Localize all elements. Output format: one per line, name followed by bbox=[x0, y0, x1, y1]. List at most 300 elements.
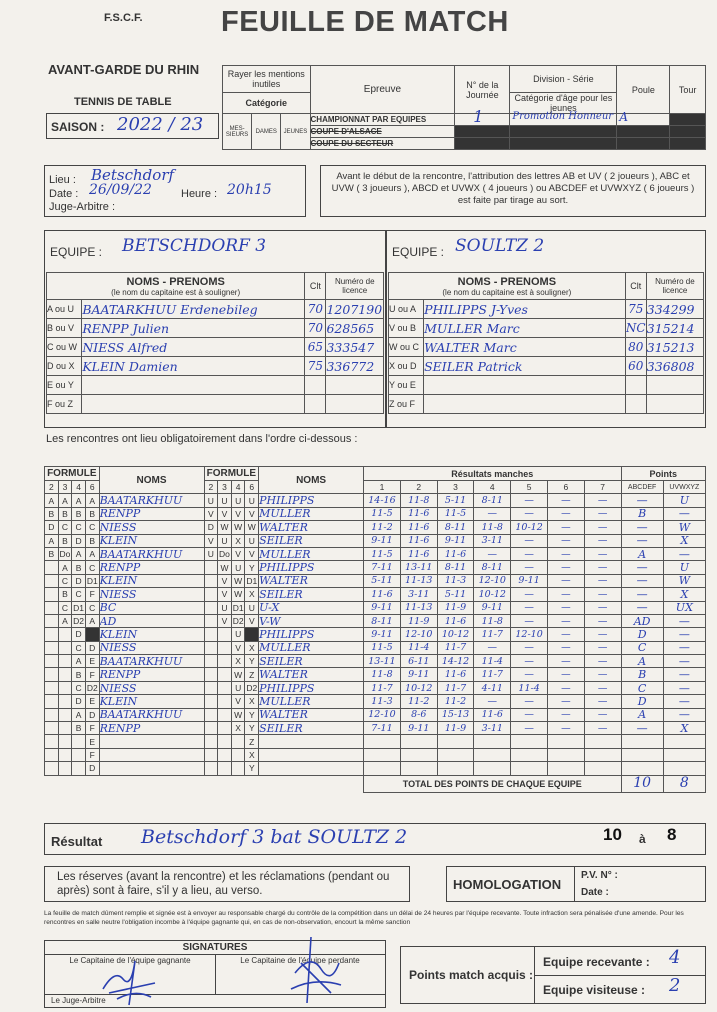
points-away: X bbox=[680, 534, 689, 548]
player-licence: 1207190 bbox=[326, 301, 383, 317]
away-player: PHILIPPS bbox=[259, 681, 315, 695]
journee-header: N° de la Journée bbox=[455, 66, 510, 114]
set-score-cell bbox=[364, 695, 401, 708]
formule-cell bbox=[204, 735, 218, 748]
formule-cell bbox=[72, 748, 86, 761]
player-row bbox=[47, 319, 384, 338]
player-licence: 334299 bbox=[646, 301, 695, 317]
set-score-cell bbox=[437, 507, 474, 520]
points-away-cell bbox=[663, 628, 705, 641]
set-score: 6-11 bbox=[408, 655, 430, 667]
poule-value: A bbox=[619, 110, 629, 124]
set-score-cell bbox=[511, 588, 548, 601]
set-score-cell bbox=[437, 695, 474, 708]
player-clt-cell bbox=[625, 319, 646, 338]
points-home: D bbox=[637, 627, 647, 641]
set-score-cell bbox=[547, 628, 584, 641]
formule-cell: X bbox=[245, 748, 259, 761]
set-score: — bbox=[597, 535, 608, 547]
set-score-cell bbox=[364, 561, 401, 574]
formule-cell bbox=[204, 561, 218, 574]
player-row bbox=[389, 357, 704, 376]
set-score: 5-11 bbox=[444, 588, 467, 600]
formule-cell: V bbox=[218, 588, 232, 601]
set-score-cell bbox=[364, 762, 401, 775]
player-clt-cell bbox=[625, 395, 646, 414]
season-value: 2022 / 23 bbox=[117, 114, 204, 135]
formule-cell: C bbox=[72, 521, 86, 534]
points-home-cell bbox=[621, 748, 663, 761]
set-score: 11-9 bbox=[444, 722, 467, 734]
formule-cell: X bbox=[231, 722, 245, 735]
set-score: — bbox=[561, 495, 571, 507]
formule-cell: D2 bbox=[246, 683, 258, 694]
formule-cell: W bbox=[218, 521, 232, 534]
match-row bbox=[45, 494, 706, 507]
home-player-cell bbox=[99, 681, 204, 694]
player-licence-cell bbox=[646, 338, 703, 357]
formule-cell: F bbox=[85, 588, 99, 601]
formule-cell: D bbox=[45, 521, 59, 534]
points-away-cell bbox=[663, 561, 705, 574]
set-score-cell bbox=[437, 708, 474, 721]
set-score: — bbox=[597, 495, 608, 507]
set-score: 11-13 bbox=[405, 575, 433, 587]
journee-cell bbox=[455, 107, 510, 126]
categorie-age-header: Catégorie d'âge pour les jeunes bbox=[510, 93, 617, 114]
away-player: MULLER bbox=[259, 507, 311, 521]
points-away: — bbox=[678, 694, 690, 708]
set-score: 11-5 bbox=[371, 548, 393, 560]
set-score-cell bbox=[547, 547, 584, 560]
away-player: WALTER bbox=[259, 668, 308, 682]
formule-cell bbox=[204, 574, 218, 587]
jeunes-option[interactable]: JEUNES bbox=[281, 114, 310, 150]
set-score: — bbox=[487, 548, 498, 560]
points-home: A bbox=[638, 547, 647, 561]
formule-cell: B bbox=[58, 534, 72, 547]
formule-cell bbox=[204, 722, 218, 735]
home-player: BC bbox=[99, 601, 117, 615]
home-player-cell bbox=[99, 628, 204, 641]
formule-header: FORMULE bbox=[45, 467, 100, 481]
set-score: 12-10 bbox=[515, 628, 543, 640]
dark-cell bbox=[617, 138, 670, 150]
set-score-cell bbox=[511, 722, 548, 735]
fine-print: La feuille de match dûment remplie et signée est à envoyer au responsable chargé du contrôle de la compétition dans un délai de 24 heures par l'équipe recevante. Toute infraction sera pénalisée d'une amende. Pour les rencontres en salle neutre l'obligation incombe à l'équipe gagnante qui, en cas de non-observation, encourt la même sanction bbox=[44, 910, 684, 926]
player-clt: 75 bbox=[628, 302, 644, 316]
formule-cell bbox=[58, 722, 72, 735]
points-home: — bbox=[636, 520, 648, 534]
set-score: 7-11 bbox=[371, 562, 393, 574]
points-away-cell bbox=[663, 614, 705, 627]
formule-cell bbox=[218, 641, 232, 654]
player-slot: U ou A bbox=[389, 300, 424, 319]
player-clt-cell bbox=[305, 319, 326, 338]
set-score: 10-12 bbox=[478, 588, 506, 600]
player-licence-cell bbox=[326, 376, 384, 395]
sig-loser-label: Le Capitaine de l'équipe perdante bbox=[240, 956, 360, 965]
set-score: 3-11 bbox=[481, 535, 503, 547]
points-away-cell bbox=[663, 494, 705, 507]
set-score-cell bbox=[547, 574, 584, 587]
set-score: 5-11 bbox=[444, 495, 467, 507]
points-home-cell bbox=[621, 628, 663, 641]
match-row bbox=[45, 561, 706, 574]
set-score: 11-8 bbox=[408, 495, 430, 507]
home-player-cell bbox=[99, 521, 204, 534]
set-score-cell bbox=[437, 614, 474, 627]
order-note: Les rencontres ont lieu obligatoirement dans l'ordre ci-dessous : bbox=[46, 433, 358, 445]
set-score: — bbox=[561, 722, 571, 734]
noms-prenoms-label: NOMS - PRENOMS bbox=[126, 275, 225, 288]
formule-cell: A bbox=[45, 534, 59, 547]
player-row bbox=[389, 319, 704, 338]
set-score: — bbox=[561, 562, 571, 574]
set-score: — bbox=[597, 695, 608, 707]
formule-cell bbox=[45, 748, 59, 761]
set-score: 4-11 bbox=[481, 682, 503, 694]
formule-cell bbox=[218, 681, 232, 694]
set-score: 11-2 bbox=[444, 695, 467, 707]
player-row bbox=[47, 395, 384, 414]
set-score-cell bbox=[437, 494, 474, 507]
formule-cell: X bbox=[245, 588, 259, 601]
points-away-cell bbox=[663, 668, 705, 681]
points-home-cell bbox=[621, 507, 663, 520]
formule-cell bbox=[204, 641, 218, 654]
formule-cell bbox=[218, 628, 232, 641]
points-header: Points bbox=[621, 467, 705, 481]
player-licence-cell bbox=[326, 357, 384, 376]
set-score-cell bbox=[400, 534, 437, 547]
formule-cell: D1 bbox=[232, 602, 244, 613]
formule-cell: C bbox=[72, 641, 86, 654]
points-away-cell bbox=[663, 655, 705, 668]
set-score-cell bbox=[584, 668, 621, 681]
set-score: 8-11 bbox=[444, 521, 467, 533]
venue-box bbox=[44, 165, 306, 217]
away-player-cell bbox=[259, 628, 364, 641]
set-score-cell bbox=[511, 655, 548, 668]
players-header bbox=[389, 273, 626, 300]
set-score: — bbox=[597, 722, 608, 734]
player-clt-cell bbox=[305, 357, 326, 376]
formule-cell bbox=[45, 655, 59, 668]
player-name-cell bbox=[82, 319, 305, 338]
manche-col: 7 bbox=[584, 481, 621, 494]
points-away-cell bbox=[663, 695, 705, 708]
set-score: — bbox=[561, 615, 571, 627]
set-score: 11-8 bbox=[371, 669, 393, 681]
formule-cell: Y bbox=[245, 655, 259, 668]
formule-cell bbox=[58, 668, 72, 681]
formule-cell bbox=[218, 708, 232, 721]
formule-col: 2 bbox=[45, 481, 59, 494]
set-score-cell bbox=[474, 574, 511, 587]
set-score: — bbox=[597, 508, 608, 520]
points-away: X bbox=[680, 587, 689, 601]
set-score-cell bbox=[364, 494, 401, 507]
formule-col: 3 bbox=[218, 481, 232, 494]
dark-cell bbox=[670, 138, 706, 150]
points-away: UX bbox=[675, 601, 693, 615]
set-score-cell bbox=[400, 601, 437, 614]
set-score: 13-11 bbox=[368, 655, 396, 667]
formule-cell bbox=[204, 708, 218, 721]
player-row bbox=[389, 376, 704, 395]
player-slot: W ou C bbox=[389, 338, 424, 357]
points-away-cell bbox=[663, 641, 705, 654]
dark-cell bbox=[670, 126, 706, 138]
set-score: — bbox=[561, 521, 571, 533]
away-player-cell bbox=[259, 588, 364, 601]
formule-cell: A bbox=[58, 494, 72, 507]
formule-cell bbox=[45, 588, 59, 601]
set-score-cell bbox=[547, 762, 584, 775]
formule-cell: Z bbox=[245, 668, 259, 681]
dames-option[interactable] bbox=[252, 114, 281, 150]
sig-winner-label: Le Capitaine de l'équipe gagnante bbox=[69, 956, 191, 965]
set-score: 8-11 bbox=[371, 615, 393, 627]
match-row bbox=[45, 547, 706, 560]
division-header: Division - Série bbox=[510, 66, 617, 93]
set-score: 15-13 bbox=[441, 709, 470, 721]
clt-header: Clt bbox=[305, 273, 326, 300]
player-licence-cell bbox=[326, 395, 384, 414]
set-score-cell bbox=[364, 735, 401, 748]
points-home-cell bbox=[621, 708, 663, 721]
home-player: BAATARKHUU bbox=[99, 494, 183, 508]
formule-cell: X bbox=[245, 641, 259, 654]
set-score: — bbox=[524, 615, 534, 627]
set-score-cell bbox=[364, 641, 401, 654]
set-score-cell bbox=[364, 547, 401, 560]
manche-col: 3 bbox=[437, 481, 474, 494]
result-box bbox=[44, 823, 706, 855]
set-score: 9-11 bbox=[518, 575, 540, 587]
set-score: 11-13 bbox=[405, 602, 433, 614]
player-clt-cell bbox=[305, 338, 326, 357]
formule-cell: U bbox=[204, 547, 218, 560]
match-row bbox=[45, 507, 706, 520]
match-row bbox=[45, 668, 706, 681]
set-score-cell bbox=[437, 561, 474, 574]
formule-cell bbox=[45, 561, 59, 574]
set-score: 14-16 bbox=[368, 495, 396, 507]
set-score-cell bbox=[511, 668, 548, 681]
poule-cell bbox=[617, 110, 670, 126]
set-score-cell bbox=[364, 574, 401, 587]
formule-cell: B bbox=[72, 668, 86, 681]
player-licence-cell bbox=[326, 300, 384, 319]
player-slot: E ou Y bbox=[47, 376, 82, 395]
formule-cell: V bbox=[231, 695, 245, 708]
set-score: — bbox=[561, 628, 571, 640]
points-away-cell bbox=[663, 681, 705, 694]
dark-cell bbox=[510, 126, 617, 138]
player-slot: Z ou F bbox=[389, 395, 424, 414]
formule-cell: Y bbox=[245, 708, 259, 721]
formule-col: 4 bbox=[231, 481, 245, 494]
set-score-cell bbox=[364, 588, 401, 601]
points-away-cell bbox=[663, 735, 705, 748]
set-score-cell bbox=[547, 534, 584, 547]
points-home-cell bbox=[621, 601, 663, 614]
set-score-cell bbox=[511, 641, 548, 654]
points-away-cell bbox=[663, 588, 705, 601]
set-score: — bbox=[597, 562, 608, 574]
home-player: BAATARKHUU bbox=[99, 547, 183, 561]
set-score-cell bbox=[584, 722, 621, 735]
points-match-label: Points match acquis : bbox=[409, 968, 534, 982]
set-score: 9-11 bbox=[481, 602, 503, 614]
formule-cell: V bbox=[231, 641, 245, 654]
formule-cell: E bbox=[85, 655, 99, 668]
formule-cell bbox=[58, 681, 72, 694]
set-score: 12-10 bbox=[405, 628, 433, 640]
set-score: 11-6 bbox=[408, 508, 430, 520]
formule-col: 4 bbox=[72, 481, 86, 494]
date-label: Date : bbox=[49, 188, 79, 200]
set-score: — bbox=[561, 588, 571, 600]
team-away-value: SOULTZ 2 bbox=[455, 236, 545, 256]
set-score-cell bbox=[474, 762, 511, 775]
set-score-cell bbox=[584, 614, 621, 627]
points-home: — bbox=[636, 587, 648, 601]
player-slot: A ou U bbox=[47, 300, 82, 319]
home-player-cell bbox=[99, 748, 204, 761]
licence-header: Numéro de licence bbox=[326, 273, 384, 300]
set-score: 11-6 bbox=[408, 548, 430, 560]
home-player: KLEIN bbox=[99, 694, 138, 708]
set-score-cell bbox=[400, 521, 437, 534]
set-score-cell bbox=[474, 588, 511, 601]
set-score-cell bbox=[400, 722, 437, 735]
formule-cell bbox=[58, 641, 72, 654]
dark-cell bbox=[510, 138, 617, 150]
formule-cell bbox=[204, 601, 218, 614]
points-away: — bbox=[678, 614, 690, 628]
home-player-cell bbox=[99, 507, 204, 520]
away-player: SEILER bbox=[259, 534, 303, 548]
formule-cell bbox=[204, 628, 218, 641]
lieu-value: Betschdorf bbox=[91, 166, 175, 184]
home-player-cell bbox=[99, 588, 204, 601]
points-away: U bbox=[679, 561, 689, 575]
away-player-cell bbox=[259, 521, 364, 534]
points-home-cell bbox=[621, 695, 663, 708]
home-player: NIESS bbox=[99, 681, 137, 695]
set-score-cell bbox=[511, 628, 548, 641]
player-slot: F ou Z bbox=[47, 395, 82, 414]
set-score-cell bbox=[584, 534, 621, 547]
set-score-cell bbox=[547, 494, 584, 507]
formule-cell bbox=[58, 655, 72, 668]
set-score-cell bbox=[437, 588, 474, 601]
set-score-cell bbox=[511, 735, 548, 748]
player-clt-cell bbox=[625, 376, 646, 395]
set-score: — bbox=[487, 642, 498, 654]
points-home: — bbox=[636, 494, 648, 508]
player-clt: 80 bbox=[628, 340, 644, 354]
set-score: — bbox=[597, 521, 608, 533]
formule-cell: B bbox=[72, 561, 86, 574]
results-grid bbox=[44, 466, 706, 793]
total-away-cell bbox=[663, 775, 705, 792]
player-slot: V ou B bbox=[389, 319, 424, 338]
formule-cell bbox=[204, 655, 218, 668]
points-home: — bbox=[636, 721, 648, 735]
formule-cell: D bbox=[72, 574, 86, 587]
set-score: — bbox=[597, 548, 608, 560]
set-score: — bbox=[524, 588, 534, 600]
set-score-cell bbox=[584, 547, 621, 560]
set-score-cell bbox=[511, 574, 548, 587]
player-licence-cell bbox=[646, 319, 703, 338]
match-row bbox=[45, 628, 706, 641]
formule-cell bbox=[58, 695, 72, 708]
set-score-cell bbox=[437, 668, 474, 681]
result-label: Résultat bbox=[51, 834, 103, 849]
set-score-cell bbox=[474, 748, 511, 761]
total-away: 8 bbox=[679, 775, 689, 792]
match-row bbox=[45, 601, 706, 614]
set-score-cell bbox=[364, 708, 401, 721]
division-cell bbox=[510, 111, 617, 126]
formule-cell: F bbox=[85, 748, 99, 761]
home-player: NIESS bbox=[99, 520, 137, 534]
set-score: 11-8 bbox=[481, 521, 503, 533]
player-name: KLEIN Damien bbox=[82, 358, 178, 374]
formule-cell: D bbox=[204, 521, 218, 534]
away-player-cell bbox=[259, 494, 364, 507]
set-score-cell bbox=[364, 748, 401, 761]
set-score-cell bbox=[474, 735, 511, 748]
messieurs-option[interactable]: MES-SIEURS bbox=[223, 114, 252, 150]
set-score-cell bbox=[474, 494, 511, 507]
set-score: 5-11 bbox=[371, 575, 393, 587]
formule-header: FORMULE bbox=[204, 467, 259, 481]
formule-cell: D bbox=[85, 641, 99, 654]
points-away: — bbox=[678, 627, 690, 641]
set-score: — bbox=[561, 535, 571, 547]
set-score-cell bbox=[400, 588, 437, 601]
formule-cell bbox=[204, 668, 218, 681]
formule-cell bbox=[45, 722, 59, 735]
formule-cell: B bbox=[72, 507, 86, 520]
player-licence-cell bbox=[646, 376, 703, 395]
players-header bbox=[47, 273, 305, 300]
set-score-cell bbox=[400, 547, 437, 560]
formule-cell bbox=[218, 748, 232, 761]
set-score-cell bbox=[364, 507, 401, 520]
set-score-cell bbox=[511, 708, 548, 721]
match-row bbox=[45, 762, 706, 775]
home-player-cell bbox=[99, 668, 204, 681]
clt-header: Clt bbox=[625, 273, 646, 300]
set-score-cell bbox=[474, 708, 511, 721]
formule-cell bbox=[204, 681, 218, 694]
noms-header-away: NOMS bbox=[259, 467, 364, 494]
set-score-cell bbox=[437, 735, 474, 748]
away-player-cell bbox=[259, 668, 364, 681]
reserves-text: Les réserves (avant la rencontre) et les réclamations (pendant ou après) sont à faire, s'il y a lieu, au verso. bbox=[57, 871, 390, 897]
homologation-label: HOMOLOGATION bbox=[453, 877, 562, 892]
formule-cell: A bbox=[72, 708, 86, 721]
formule-cell bbox=[218, 668, 232, 681]
set-score-cell bbox=[584, 494, 621, 507]
